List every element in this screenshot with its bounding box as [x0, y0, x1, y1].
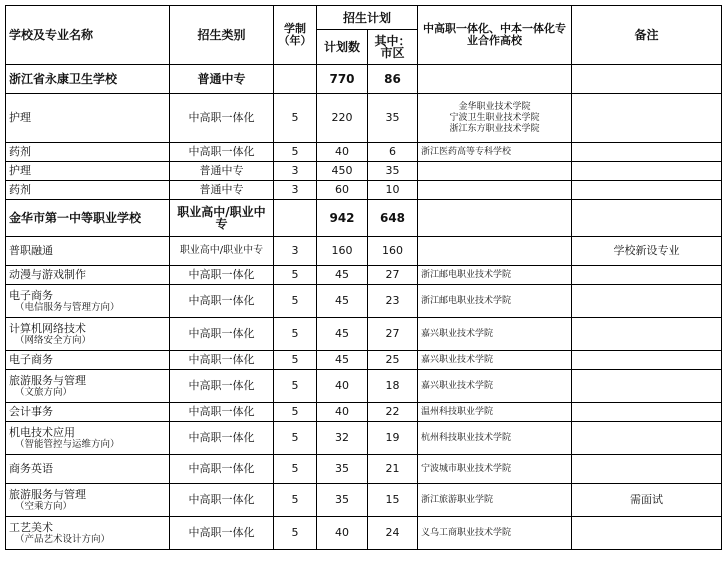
major-name-cell: [6, 517, 170, 550]
category-cell: 中高职一体化: [170, 351, 274, 370]
partner-school-cell: [418, 370, 572, 403]
plan-count-cell: 40: [317, 143, 368, 162]
partner-school-cell: [418, 422, 572, 455]
remark-cell: 学校新设专业: [572, 237, 722, 266]
category-cell: 中高职一体化: [170, 143, 274, 162]
partner-school: 嘉兴职业技术学院: [421, 380, 494, 391]
years-cell: 5: [274, 517, 317, 550]
remark-cell: [572, 285, 722, 318]
plan-count-cell: 942: [317, 200, 368, 237]
remark-cell: [572, 143, 722, 162]
major-row: [6, 351, 722, 370]
col-header-partner: 中高职一体化、中本一体化专业合作高校: [418, 6, 572, 65]
partner-school-cell: [418, 318, 572, 351]
major-row: [6, 143, 722, 162]
major-name: 药剂: [9, 183, 31, 196]
plan-count-cell: 40: [317, 370, 368, 403]
major-name-cell: [6, 455, 170, 484]
years-cell: 5: [274, 266, 317, 285]
major-name: 普职融通: [9, 244, 53, 257]
remark-cell: [572, 351, 722, 370]
col-header-school-major: 学校及专业名称: [6, 6, 170, 65]
plan-city-cell: 27: [368, 266, 418, 285]
major-name: 计算机网络技术: [9, 321, 86, 335]
plan-count-cell: 45: [317, 351, 368, 370]
remark-cell: [572, 455, 722, 484]
partner-school: 宁波卫生职业技术学院: [449, 112, 540, 123]
major-row: [6, 237, 722, 266]
remark-cell: [572, 318, 722, 351]
plan-count-cell: 60: [317, 181, 368, 200]
major-name: 会计事务: [9, 405, 53, 418]
partner-school-cell: [418, 351, 572, 370]
years-cell: [274, 200, 317, 237]
major-row: [6, 285, 722, 318]
plan-city-cell: 19: [368, 422, 418, 455]
plan-count-cell: 45: [317, 285, 368, 318]
plan-city-cell: 15: [368, 484, 418, 517]
major-name-cell: [6, 484, 170, 517]
category-cell: 普通中专: [170, 181, 274, 200]
partner-school: 浙江东方职业技术学院: [449, 123, 540, 134]
partner-school: 嘉兴职业技术学院: [421, 328, 494, 339]
category-cell: 中高职一体化: [170, 266, 274, 285]
col-header-years: 学制（年）: [274, 6, 317, 65]
major-direction: （智能管控与运维方向）: [15, 438, 120, 450]
plan-count-cell: 160: [317, 237, 368, 266]
partner-school-cell: [418, 517, 572, 550]
partner-school-cell: [418, 65, 572, 94]
major-name: 商务英语: [9, 462, 53, 475]
major-name-cell: [6, 200, 170, 237]
col-header-category: 招生类别: [170, 6, 274, 65]
major-direction: （电信服务与管理方向）: [15, 301, 120, 313]
major-name-cell: [6, 65, 170, 94]
major-name-cell: [6, 266, 170, 285]
partner-school: 温州科技职业学院: [421, 406, 494, 417]
major-name: 动漫与游戏制作: [9, 268, 86, 281]
major-name-cell: [6, 370, 170, 403]
major-row: [6, 266, 722, 285]
category-cell: 中高职一体化: [170, 318, 274, 351]
major-name: 电子商务: [9, 353, 53, 366]
enrollment-table: [5, 5, 722, 550]
plan-count-cell: 45: [317, 266, 368, 285]
major-name: 护理: [9, 164, 31, 177]
partner-school-cell: [418, 484, 572, 517]
major-row: [6, 484, 722, 517]
partner-school: 嘉兴职业技术学院: [421, 354, 494, 365]
plan-city-cell: 35: [368, 94, 418, 143]
major-direction: （空乘方向）: [15, 500, 73, 512]
plan-count-cell: 220: [317, 94, 368, 143]
remark-cell: [572, 370, 722, 403]
plan-count-cell: 45: [317, 318, 368, 351]
major-name-cell: [6, 237, 170, 266]
partner-school-cell: [418, 162, 572, 181]
major-name: 旅游服务与管理: [9, 373, 86, 387]
category-cell: 普通中专: [170, 162, 274, 181]
partner-school-cell: [418, 94, 572, 143]
partner-school: 宁波城市职业技术学院: [421, 463, 512, 474]
major-name-cell: [6, 162, 170, 181]
plan-count-cell: 450: [317, 162, 368, 181]
plan-count-cell: 35: [317, 484, 368, 517]
plan-city-cell: 24: [368, 517, 418, 550]
remark-cell: [572, 65, 722, 94]
partner-school-cell: [418, 403, 572, 422]
col-header-plan-city: 其中：市区: [368, 30, 418, 65]
major-direction: （产品艺术设计方向）: [15, 533, 111, 545]
remark-cell: [572, 181, 722, 200]
category-cell: 普通中专: [170, 65, 274, 94]
category-cell: 中高职一体化: [170, 403, 274, 422]
plan-city-cell: 22: [368, 403, 418, 422]
category-cell: 中高职一体化: [170, 455, 274, 484]
plan-city-cell: 25: [368, 351, 418, 370]
partner-school: 浙江邮电职业技术学院: [421, 269, 512, 280]
plan-count-cell: 40: [317, 403, 368, 422]
major-row: [6, 403, 722, 422]
plan-city-cell: 18: [368, 370, 418, 403]
major-name-cell: [6, 422, 170, 455]
category-cell: 中高职一体化: [170, 484, 274, 517]
partner-school-cell: [418, 455, 572, 484]
partner-school: 杭州科技职业技术学院: [421, 432, 512, 443]
plan-city-cell: 648: [368, 200, 418, 237]
major-name-cell: [6, 285, 170, 318]
remark-cell: 需面试: [572, 484, 722, 517]
years-cell: 5: [274, 94, 317, 143]
partner-school: 浙江邮电职业技术学院: [421, 295, 512, 306]
major-name: 电子商务: [9, 288, 53, 302]
partner-school-cell: [418, 266, 572, 285]
major-row: [6, 422, 722, 455]
years-cell: 5: [274, 318, 317, 351]
major-name-cell: [6, 318, 170, 351]
category-cell: 中高职一体化: [170, 422, 274, 455]
remark-cell: [572, 517, 722, 550]
major-row: [6, 181, 722, 200]
plan-city-cell: 160: [368, 237, 418, 266]
school-row: [6, 200, 722, 237]
remark-cell: [572, 403, 722, 422]
remark-cell: [572, 94, 722, 143]
partner-school-cell: [418, 285, 572, 318]
plan-city-cell: 35: [368, 162, 418, 181]
years-cell: 3: [274, 181, 317, 200]
category-cell: 中高职一体化: [170, 370, 274, 403]
plan-city-cell: 10: [368, 181, 418, 200]
col-header-plan-count: 计划数: [317, 30, 368, 65]
remark-cell: [572, 162, 722, 181]
major-row: [6, 455, 722, 484]
remark-cell: [572, 422, 722, 455]
major-row: [6, 370, 722, 403]
major-name: 旅游服务与管理: [9, 487, 86, 501]
years-cell: 3: [274, 237, 317, 266]
category-cell: 职业高中/职业中专: [170, 200, 274, 237]
major-name-cell: [6, 143, 170, 162]
major-name-cell: [6, 403, 170, 422]
plan-count-cell: 40: [317, 517, 368, 550]
col-header-plan: 招生计划: [317, 6, 418, 30]
years-cell: 5: [274, 484, 317, 517]
category-cell: 中高职一体化: [170, 285, 274, 318]
col-header-remark: 备注: [572, 6, 722, 65]
major-row: [6, 94, 722, 143]
remark-cell: [572, 200, 722, 237]
years-cell: 5: [274, 455, 317, 484]
plan-city-cell: 86: [368, 65, 418, 94]
years-cell: 5: [274, 370, 317, 403]
major-name: 浙江省永康卫生学校: [9, 72, 118, 86]
major-row: [6, 318, 722, 351]
major-name-cell: [6, 181, 170, 200]
category-cell: 中高职一体化: [170, 517, 274, 550]
partner-school: 浙江旅游职业学院: [421, 494, 494, 505]
plan-city-cell: 21: [368, 455, 418, 484]
plan-city-cell: 6: [368, 143, 418, 162]
partner-school: 金华职业技术学院: [458, 101, 531, 112]
partner-school-cell: [418, 143, 572, 162]
partner-school-cell: [418, 200, 572, 237]
major-name: 机电技术应用: [9, 425, 75, 439]
years-cell: 5: [274, 285, 317, 318]
category-cell: 中高职一体化: [170, 94, 274, 143]
category-cell: 职业高中/职业中专: [170, 237, 274, 266]
partner-school-cell: [418, 237, 572, 266]
partner-school: 浙江医药高等专科学校: [421, 146, 512, 157]
major-direction: （网络安全方向）: [15, 334, 92, 346]
major-row: [6, 517, 722, 550]
major-name: 工艺美术: [9, 520, 53, 534]
plan-count-cell: 35: [317, 455, 368, 484]
remark-cell: [572, 266, 722, 285]
major-name-cell: [6, 351, 170, 370]
years-cell: 3: [274, 162, 317, 181]
major-name: 药剂: [9, 145, 31, 158]
school-row: [6, 65, 722, 94]
plan-city-cell: 23: [368, 285, 418, 318]
partner-school-cell: [418, 181, 572, 200]
major-name: 护理: [9, 111, 31, 124]
years-cell: 5: [274, 403, 317, 422]
plan-count-cell: 32: [317, 422, 368, 455]
major-direction: （文旅方向）: [15, 386, 73, 398]
years-cell: 5: [274, 422, 317, 455]
plan-count-cell: 770: [317, 65, 368, 94]
major-row: [6, 162, 722, 181]
major-name-cell: [6, 94, 170, 143]
years-cell: 5: [274, 143, 317, 162]
years-cell: [274, 65, 317, 94]
major-name: 金华市第一中等职业学校: [9, 211, 142, 225]
partner-school: 义乌工商职业技术学院: [421, 527, 512, 538]
plan-city-cell: 27: [368, 318, 418, 351]
years-cell: 5: [274, 351, 317, 370]
